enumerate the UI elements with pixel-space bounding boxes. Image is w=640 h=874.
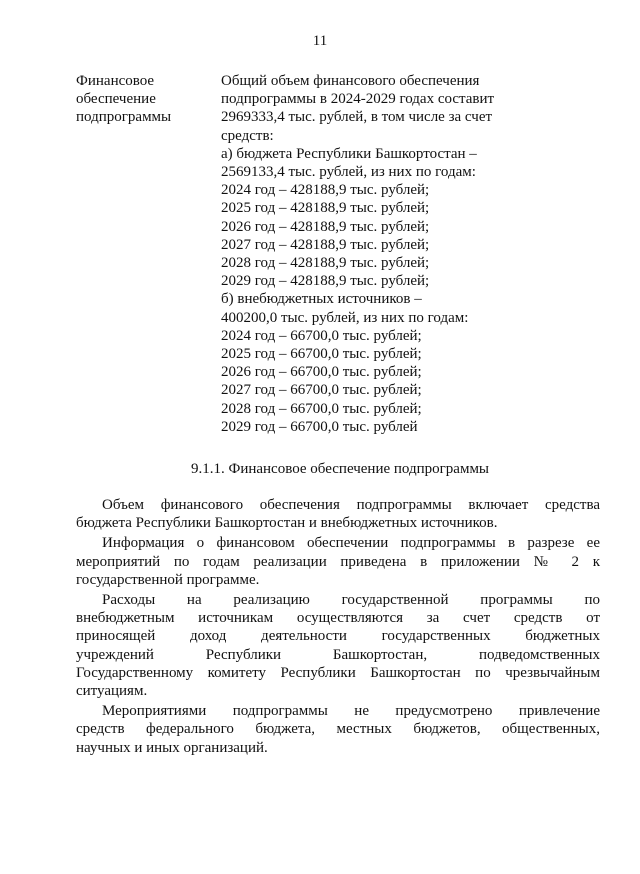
passport-financing-row [76,72,596,436]
paragraph-line: мероприятий по годам реализации приведена в приложении № 2 к [76,553,600,570]
paragraph [76,591,600,700]
passport-value-line: 2027 год – 428188,9 тыс. рублей; [221,236,430,253]
paragraph-line: учреждений Республики Башкортостан, подведомственных [76,646,600,663]
passport-value-line: 2026 год – 66700,0 тыс. рублей; [221,364,422,381]
passport-label-line: обеспечение [76,91,156,108]
passport-value-line: 2026 год – 428188,9 тыс. рублей; [221,218,430,235]
passport-value-line: 2029 год – 66700,0 тыс. рублей [221,418,418,435]
passport-value-line: 2025 год – 428188,9 тыс. рублей; [221,200,430,217]
passport-value-line: 400200,0 тыс. рублей, из них по годам: [221,309,469,326]
passport-label [76,72,221,436]
passport-value [221,72,596,436]
passport-value-line: 2024 год – 66700,0 тыс. рублей; [221,327,422,344]
passport-value-line: б) внебюджетных источников – [221,291,422,308]
paragraph-line: приносящей доход деятельности государственных бюджетных [76,628,600,645]
paragraph-line: Государственному комитету Республики Башкортостан по чрезвычайным [76,664,600,681]
passport-value-line: 2027 год – 66700,0 тыс. рублей; [221,382,422,399]
paragraph-line: внебюджетным источникам осуществляются за счет средств от [76,610,600,627]
passport-value-line: 2969333,4 тыс. рублей, в том числе за счет [221,109,493,126]
passport-value-line: 2029 год – 428188,9 тыс. рублей; [221,273,430,290]
passport-label-line: Финансовое [76,73,155,89]
passport-value-line: 2028 год – 428188,9 тыс. рублей; [221,255,430,272]
paragraph-line: бюджета Республики Башкортостан и внебюджетных источников. [76,515,498,532]
passport-value-line: 2025 год – 66700,0 тыс. рублей; [221,346,422,363]
passport-value-line: 2028 год – 66700,0 тыс. рублей; [221,400,422,417]
paragraph-line: средств федерального бюджета, местных бюджетов, общественных, [76,721,600,738]
paragraph-line: Информация о финансовом обеспечении подпрограммы в разрезе ее [102,535,600,552]
passport-value-line: а) бюджета Республики Башкортостан – [221,145,477,162]
paragraph-line: Объем финансового обеспечения подпрограммы включает средства [102,497,600,513]
paragraph-line: государственной программе. [76,571,260,588]
paragraph [76,534,600,589]
paragraph [76,496,600,532]
paragraph-line: научных и иных организаций. [76,739,268,756]
page-number: 11 [312,33,328,49]
paragraph-line: Расходы на реализацию государственной программы по [102,592,600,609]
paragraph [76,702,600,757]
passport-value-line: подпрограммы в 2024-2029 годах составит [221,91,495,108]
passport-label-line: подпрограммы [76,109,172,126]
section-heading: 9.1.1. Финансовое обеспечение подпрограммы [190,461,490,477]
passport-value-line: 2569133,4 тыс. рублей, из них по годам: [221,164,476,181]
paragraph-line: ситуациям. [76,683,148,700]
passport-value-line: Общий объем финансового обеспечения [221,73,480,89]
passport-value-line: средств: [221,127,274,144]
section-body [76,496,600,759]
paragraph-line: Мероприятиями подпрограммы не предусмотрено привлечение [102,703,600,720]
passport-value-line: 2024 год – 428188,9 тыс. рублей; [221,182,430,199]
